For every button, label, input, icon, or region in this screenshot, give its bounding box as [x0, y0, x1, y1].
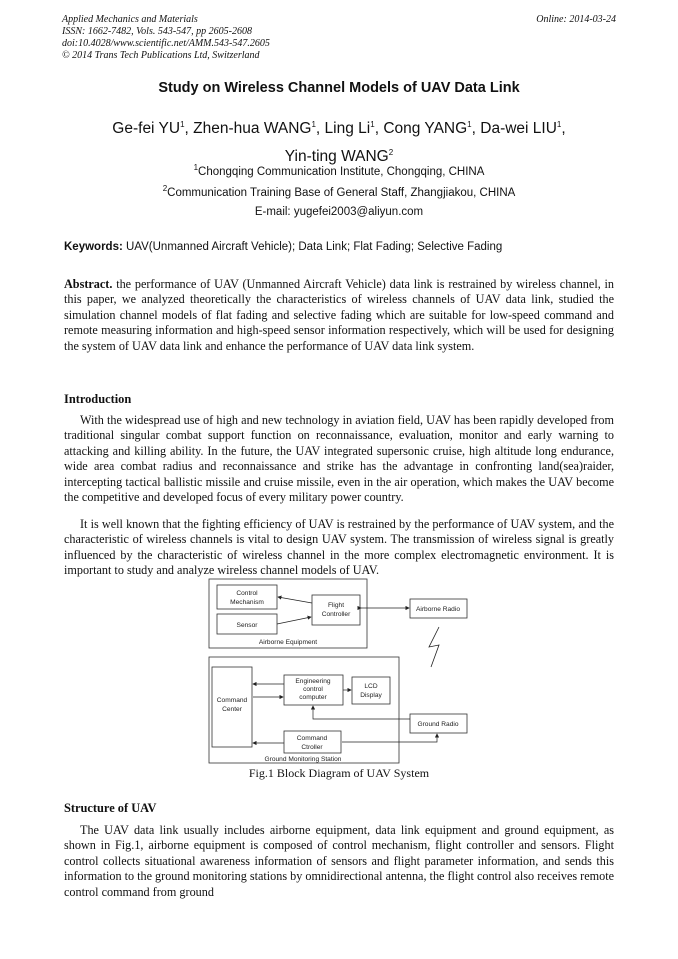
abstract-label: Abstract.: [64, 277, 113, 291]
affiliation-1: [0, 163, 678, 178]
author-name: Da-wei LIU: [480, 120, 557, 138]
author-sup: 1: [467, 120, 472, 129]
author-list: Ge-fei $YU^1$, Zhen-hua WANG$^1$, Ling Li$^1$, Cong YANG$^1$, Da-wei LIU$^1$, Yin-ting WANG$^2$: [112, 120, 566, 166]
control-mechanism-label: Control: [236, 590, 258, 597]
lcd-display-label: LCD: [364, 683, 378, 690]
affiliation-2: [0, 184, 678, 199]
affiliation-text: Communication Training Base of General Staff, Zhangjiakou, CHINA: [167, 186, 516, 199]
journal-copyright: © 2014 Trans Tech Publications Ltd, Switzerland: [62, 50, 260, 61]
author-name: Cong YANG: [383, 120, 468, 138]
airborne-equipment-label: Airborne Equipment: [258, 639, 318, 646]
author-name: Ling Li: [324, 120, 371, 138]
command-ctroller-label: Command: [296, 735, 328, 742]
author-name: Ge-fei YU: [112, 120, 181, 138]
figure-caption: Fig.1 Block Diagram of UAV System: [248, 766, 430, 780]
arrow: [313, 706, 410, 719]
author-name: Zhen-hua WANG: [193, 120, 312, 138]
author-name: Yin-ting WANG: [284, 148, 389, 166]
flight-controller-label: Flight: [327, 602, 345, 609]
arrow: [342, 734, 437, 742]
abstract: [64, 277, 614, 354]
affiliation-text: Chongqing Communication Institute, Chongqing, CHINA: [198, 165, 485, 178]
airborne-radio-label: Airborne Radio: [416, 606, 460, 613]
journal-name: Applied Mechanics and Materials: [62, 14, 198, 25]
abstract-text: the performance of UAV (Unmanned Aircraft Vehicle) data link is restrained by wireless channel, in this paper, we analyzed theoretically the characteristics of wireless channels of UAV data link, studied the simulation channel models of flat fading and selective fading which are suitable for low-speed command and remote measuring information and high-speed sensor information respectively, which will be used for designing the system of UAV data link and enhance the performance of UAV data link system.: [64, 277, 614, 353]
journal-doi: doi:10.4028/www.scientific.net/AMM.543-547.2605: [62, 38, 270, 49]
lcd-display-box: [352, 677, 390, 704]
engineering-computer-label: Engineering: [295, 678, 331, 685]
intro-paragraph-2: It is well known that the fighting efficiency of UAV is restrained by the performance of UAV system, and the characteristic of wireless channels is vital to design UAV system. The transmission of wireless signal is greatly influenced by the characteristic of wireless channel in the more complex electromagnetic environment. It is important to study and analyze wireless channel models of UAV.: [64, 517, 614, 578]
uav-block-diagram: [207, 577, 469, 765]
ground-radio-label: Ground Radio: [417, 721, 459, 728]
author-sup: 2: [388, 148, 394, 158]
ground-station-label: Ground Monitoring Station: [264, 756, 342, 763]
journal-issn: ISSN: 1662-7482, Vols. 543-547, pp 2605-2608: [62, 26, 252, 37]
affiliation-sup: 2: [162, 184, 168, 193]
lcd-display-label: Display: [360, 692, 382, 699]
wireless-link-icon: [429, 627, 439, 667]
keywords-text: UAV(Unmanned Aircraft Vehicle); Data Link; Flat Fading; Selective Fading: [126, 241, 503, 253]
sensor-label: Sensor: [236, 622, 258, 629]
command-ctroller-label: Ctroller: [301, 744, 323, 751]
intro-paragraph-1: With the widespread use of high and new technology in aviation field, UAV has been rapidly developed from traditional singular combat support function on reconnaissance, evaluation, monitor and early warning to attacking and killing ability. In the future, the UAV integrated supersonic cruise, high altitude long endurance, wide area combat radius and reconnaissance and strike has the advantage in confronting land(sea)raider, intercepting tactical ballistic missile and cruise missile, even in the air operation, which makes the UAV become the competitive and developed focus of every military power country.: [64, 413, 614, 505]
engineering-computer-label: computer: [299, 694, 327, 701]
keywords: [64, 241, 624, 253]
online-date: Online: 2014-03-24: [536, 14, 616, 25]
author-email: E-mail: yugefei2003@aliyun.com: [254, 206, 424, 218]
author-sup: 1: [370, 120, 375, 129]
arrow: [278, 597, 312, 603]
keywords-label: Keywords:: [64, 241, 123, 253]
author-sup: 1: [556, 120, 562, 129]
affiliation-sup: 1: [193, 163, 199, 172]
command-center-label: Command: [216, 697, 248, 704]
journal-header: [62, 14, 616, 62]
author-sup: 1: [311, 120, 316, 129]
structure-paragraph-1: The UAV data link usually includes airborne equipment, data link equipment and ground equipment, as shown in Fig.1, airborne equipment is composed of control mechanism, flight controller and sensors. Flight control collects situational awareness information of sensors and flight parameter information, and sends this information to the ground monitoring stations by omnidirectional antenna, the flight control also receives remote control command from ground: [64, 823, 614, 899]
flight-controller-box: [312, 595, 360, 625]
flight-controller-label: Controller: [321, 611, 351, 618]
author-sup: 1: [180, 120, 185, 129]
command-center-label: Center: [222, 706, 242, 713]
structure-heading: Structure of UAV: [64, 801, 157, 815]
intro-heading: Introduction: [64, 392, 132, 406]
control-mechanism-label: Mechanism: [230, 599, 264, 606]
paper-title: Study on Wireless Channel Models of UAV Data Link: [158, 80, 520, 96]
engineering-computer-label: control: [303, 686, 323, 693]
arrow: [277, 617, 311, 624]
